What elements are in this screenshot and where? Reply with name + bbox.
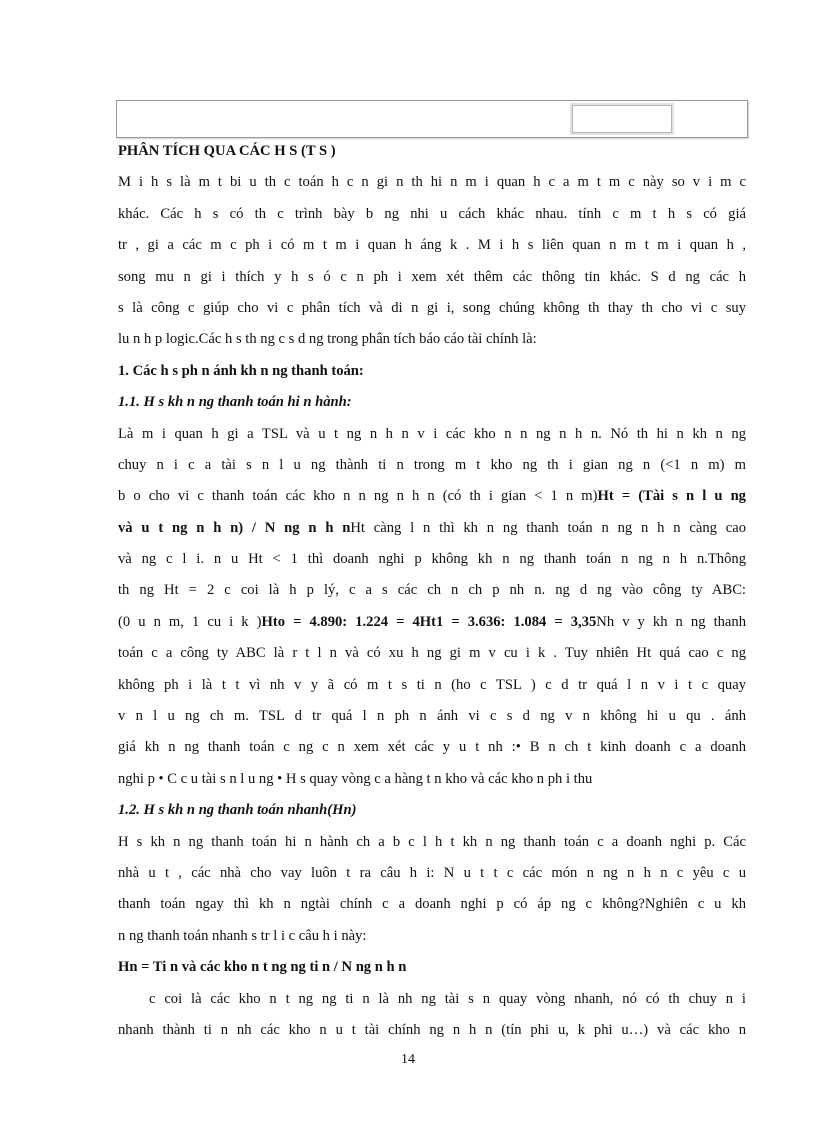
text-line [118, 513, 746, 544]
text-run: và u t ng n h n) / N ng n h n [118, 519, 351, 536]
text-line [118, 167, 746, 198]
text-run: tr , gi a các m c ph i có m t m i quan h áng k . M i h s liên quan n m t m i quan h , [118, 237, 746, 254]
text-line [118, 450, 746, 481]
text-run: lu n h p logic.Các h s th ng c s d ng trong phân tích báo cáo tài chính là: [118, 331, 537, 348]
text-line [118, 858, 746, 889]
text-run: th ng Ht = 2 c coi là h p lý, c a s các ch n ch p nh n. ng d ng vào công ty ABC: [118, 582, 746, 599]
text-run: thanh toán ngay thì kh n ngtài chính c a doanh nghi p có áp ng c không?Nghiên c u kh [118, 896, 746, 913]
header-frame [116, 100, 748, 138]
text-line [118, 889, 746, 920]
text-line [118, 387, 746, 418]
text-run: n ng thanh toán nhanh s tr l i c câu h i này: [118, 927, 367, 944]
text-line [118, 136, 746, 167]
text-line [118, 984, 746, 1015]
text-line [118, 607, 746, 638]
text-run: Nh v y kh n ng thanh [596, 613, 746, 630]
text-run: v n l u ng ch m. TSL d tr quá l n ph n ánh vi c s d ng v n không hi u qu . ánh [118, 708, 746, 725]
text-run: song mu n gi i thích y h s ó c n ph i xem xét thêm các thông tin khác. S d ng các h [118, 268, 746, 285]
text-line [118, 952, 746, 983]
text-run: b o cho vi c thanh toán các kho n n ng n h n (có th i gian < 1 n m) [118, 488, 598, 505]
document-body [118, 136, 746, 1046]
text-run: 1.1. H s kh n ng thanh toán hi n hành: [118, 394, 352, 411]
text-run: M i h s là m t bi u th c toán h c n gi n th hi n m i quan h c a m t m c này so v i m c [118, 174, 746, 191]
text-line [118, 481, 746, 512]
text-run: c coi là các kho n t ng ng ti n là nh ng tài s n quay vòng nhanh, nó có th chuy n i [149, 990, 746, 1007]
text-run: và ng c l i. n u Ht < 1 thì doanh nghi p không kh n ng thanh toán n ng n h n.Thông [118, 551, 746, 568]
text-line [118, 795, 746, 826]
text-line [118, 293, 746, 324]
text-line [118, 419, 746, 450]
text-run: khác. Các h s có th c trình bày b ng nhi u cách khác nhau. tính c m t h s có giá [118, 205, 746, 222]
text-line [118, 199, 746, 230]
text-run: Là m i quan h gi a TSL và u t ng n h n v i các kho n n ng n h n. Nó th hi n kh n ng [118, 425, 746, 442]
text-run: nhanh thành ti n nh các kho n u t tài chính ng n h n (tín phi u, k phi u…) và các kho n [118, 1021, 746, 1038]
text-run: H s kh n ng thanh toán hi n hành ch a b c l h t kh n ng thanh toán c a doanh nghi p. Các [118, 833, 746, 850]
text-line [118, 262, 746, 293]
text-line [118, 732, 746, 763]
text-run: Hto = 4.890: 1.224 = 4Ht1 = 3.636: 1.084 = 3,35 [261, 613, 597, 630]
text-run: PHÂN TÍCH QUA CÁC H S (T S ) [118, 143, 336, 159]
text-run: Ht = (Tài s n l u ng [597, 488, 746, 505]
text-line [118, 230, 746, 261]
text-run: 1. Các h s ph n ánh kh n ng thanh toán: [118, 362, 364, 379]
text-run: chuy n i c a tài s n l u ng thành ti n trong m t kho ng th i gian ng n (<1 n m) m [118, 456, 746, 473]
text-run: giá kh n ng thanh toán c ng c n xem xét các y u t nh :• B n ch t kinh doanh c a doanh [118, 739, 746, 756]
text-line [118, 575, 746, 606]
text-run: Ht càng l n thì kh n ng thanh toán n ng n h n càng cao [350, 519, 746, 536]
text-line [118, 827, 746, 858]
text-run: (0 u n m, 1 cu i k ) [118, 613, 262, 630]
text-line [118, 1015, 746, 1046]
text-run: nhà u t , các nhà cho vay luôn t ra câu h i: N u t t c các món n ng n h n c yêu c u [118, 864, 746, 881]
text-line [118, 544, 746, 575]
header-inner-box [572, 105, 672, 133]
text-run: nghi p • C c u tài s n l u ng • H s quay vòng c a hàng t n kho và các kho n ph i thu [118, 770, 593, 787]
text-run: toán c a công ty ABC là r t l n và có xu h ng gi m v cu i k . Tuy nhiên Ht quá cao c ng [118, 645, 746, 662]
text-line [118, 356, 746, 387]
text-run: s là công c giúp cho vi c phân tích và di n gi i, song chúng không th thay th cho vi c suy [118, 299, 746, 316]
text-run: không ph i là t t vì nh v y ã có m t s ti n (ho c TSL ) c d tr quá l n v i t c quay [118, 676, 746, 693]
page-number: 14 [401, 1052, 415, 1067]
text-line [118, 701, 746, 732]
text-line [118, 638, 746, 669]
text-run: Hn = Ti n và các kho n t ng ng ti n / N ng n h n [118, 959, 407, 976]
text-run: 1.2. H s kh n ng thanh toán nhanh(Hn) [118, 802, 357, 819]
text-line [118, 764, 746, 795]
text-line [118, 921, 746, 952]
text-line [118, 670, 746, 701]
text-line [118, 324, 746, 355]
